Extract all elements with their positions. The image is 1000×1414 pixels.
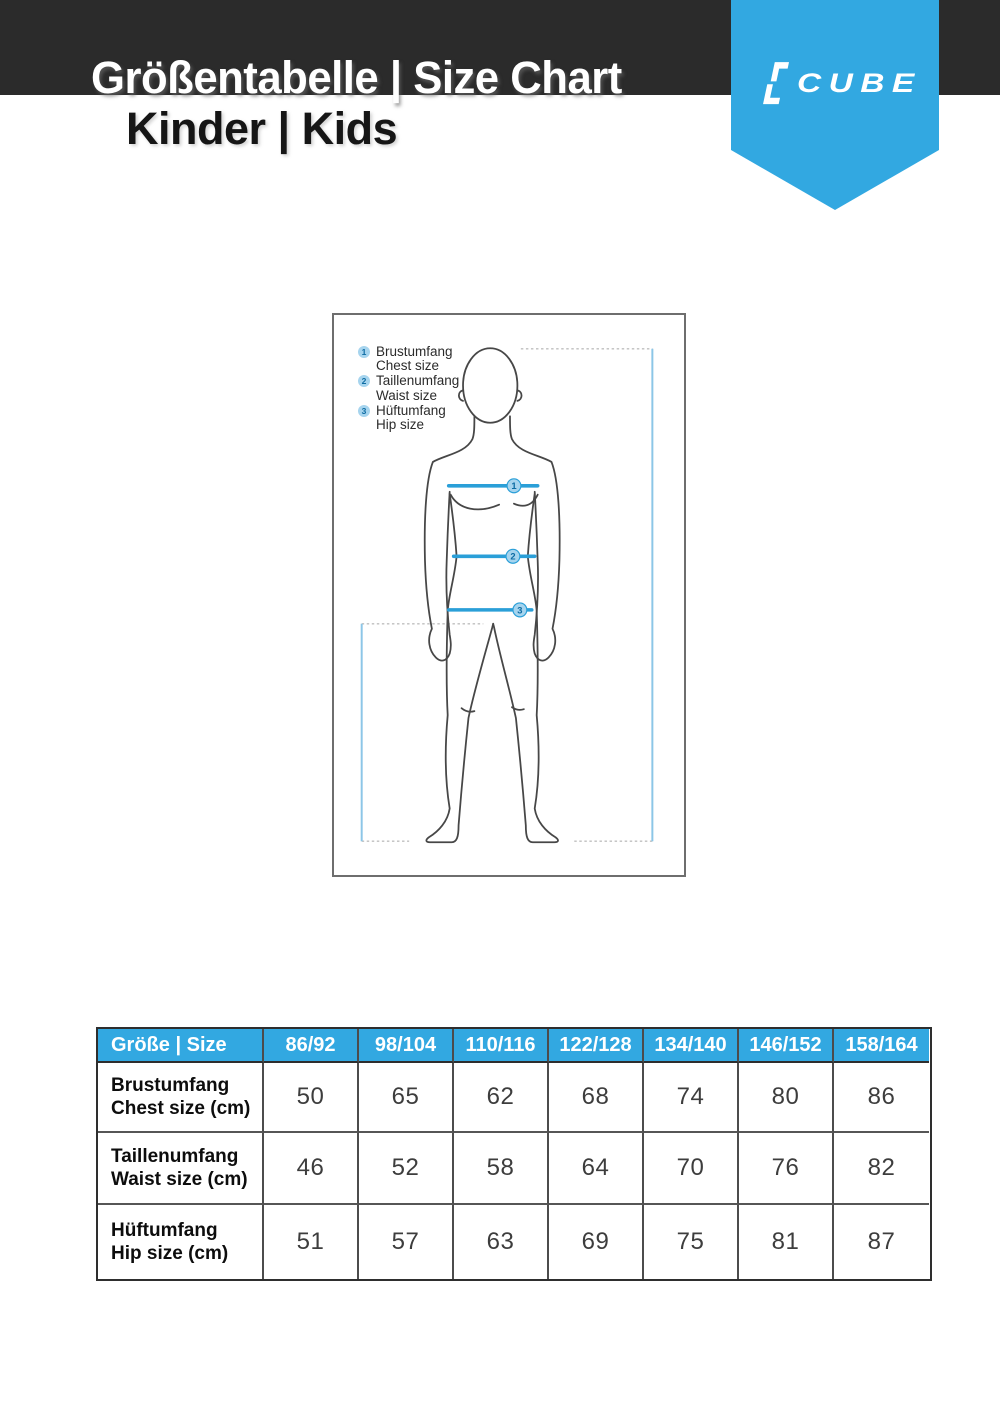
measurement-marker-2: [506, 549, 520, 563]
measurement-marker-1: [507, 479, 521, 493]
size-cell: 46: [264, 1133, 359, 1205]
table-header-col: 86/92: [264, 1029, 359, 1063]
size-cell: 69: [549, 1205, 644, 1279]
size-cell: 58: [454, 1133, 549, 1205]
legend-label-en: Hip size: [376, 417, 425, 433]
row-label-chest: [98, 1063, 264, 1133]
cube-logo: [762, 62, 922, 105]
row-label-de: Taillenumfang: [111, 1146, 239, 1167]
size-cell: 75: [644, 1205, 739, 1279]
size-cell: 81: [739, 1205, 834, 1279]
legend-item-chest: [358, 345, 459, 373]
table-header-col: 122/128: [549, 1029, 644, 1063]
legend-marker-2: 2: [358, 375, 370, 387]
row-label-en: Waist size (cm): [111, 1169, 248, 1190]
legend-label-de: Brustumfang: [376, 344, 453, 359]
size-cell: 80: [739, 1063, 834, 1133]
legend-label-en: Chest size: [376, 358, 440, 374]
size-cell: 70: [644, 1133, 739, 1205]
svg-text:2: 2: [510, 550, 516, 562]
size-cell: 82: [834, 1133, 929, 1205]
cube-logo-icon: [762, 62, 789, 105]
page-title: Größentabelle | Size Chart: [91, 52, 622, 103]
size-cell: 65: [359, 1063, 454, 1133]
table-header-size-label: Größe | Size: [98, 1029, 264, 1063]
size-cell: 68: [549, 1063, 644, 1133]
row-label-en: Hip size (cm): [111, 1243, 229, 1264]
size-cell: 86: [834, 1063, 929, 1133]
table-header-col: 98/104: [359, 1029, 454, 1063]
legend-item-waist: [358, 374, 459, 402]
legend-label-de: Taillenumfang: [376, 373, 460, 389]
size-cell: 87: [867, 1228, 896, 1255]
size-cell: 62: [454, 1063, 549, 1133]
table-header-col: 146/152: [739, 1029, 834, 1063]
legend-label-de: Hüftumfang: [376, 402, 446, 418]
size-cell: 64: [549, 1133, 644, 1205]
row-label-en: Chest size (cm): [111, 1098, 251, 1119]
size-cell: 50: [264, 1063, 359, 1133]
brand-ribbon: [731, 0, 939, 212]
row-label-de: Hüftumfang: [111, 1220, 218, 1241]
size-cell: 51: [264, 1205, 359, 1279]
size-table: [96, 1027, 932, 1281]
measurement-legend: [358, 345, 459, 433]
legend-label-en: Waist size: [376, 387, 438, 403]
ribbon-banner-shape: [731, 0, 939, 212]
table-header-col: 134/140: [644, 1029, 739, 1063]
size-cell: 76: [739, 1133, 834, 1205]
svg-text:3: 3: [517, 604, 523, 616]
measurement-lines: [449, 479, 538, 617]
size-cell: 57: [359, 1205, 454, 1279]
page-subtitle: Kinder | Kids: [126, 103, 398, 154]
measurement-marker-3: [513, 603, 527, 617]
brand-wordmark: CUBE: [797, 68, 922, 98]
legend-item-hip: [358, 404, 459, 432]
row-label-hip: [98, 1205, 264, 1279]
svg-text:1: 1: [511, 480, 517, 492]
size-cell: 63: [454, 1205, 549, 1279]
table-header-col: 158/164: [834, 1029, 929, 1063]
table-header-col: 110/116: [454, 1029, 549, 1063]
row-label-de: Brustumfang: [111, 1075, 230, 1096]
size-cell: 52: [359, 1133, 454, 1205]
legend-marker-3: 3: [358, 405, 370, 417]
size-cell: 74: [644, 1063, 739, 1133]
row-label-waist: [98, 1133, 264, 1205]
measurement-diagram: [332, 313, 686, 877]
legend-marker-1: 1: [358, 346, 370, 358]
